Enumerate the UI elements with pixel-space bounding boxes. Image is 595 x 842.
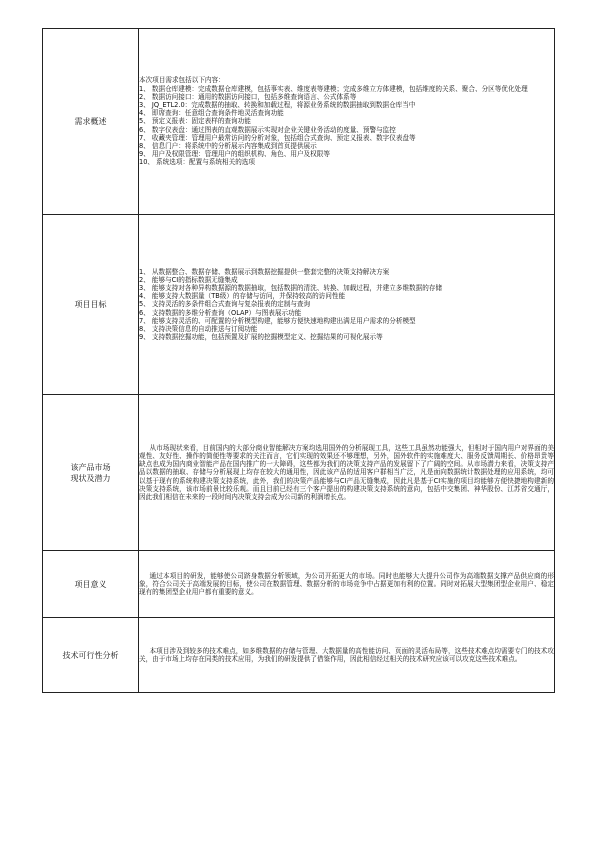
significance-paragraph: 通过本项目的研发，能够使公司跻身数据分析领域，为公司开拓更大的市场。同时也能够大大提升公司作为高端数据支撑产品供应商的形象，符合公司关于高端发展的目标，使公司在数据管理、数据分析的市场竞争中占据更加有利的位置。同时对拓展大型集团型企业用户、稳定现有的集团型企业用户都有重要的意义。 bbox=[139, 571, 554, 597]
label-market-line: 现状及潜力 bbox=[70, 473, 111, 483]
req-line: 3、 JQ_ETL2.0：完成数据的抽取、转换和加载过程，将源业务系统的数据抽取到数据仓库当中 bbox=[139, 100, 416, 109]
row-feasibility bbox=[43, 618, 555, 693]
req-line: 7、 收藏夹管理：管理用户最常访问的分析对象，包括组合式查询、预定义报表、数字仪表盘等 bbox=[139, 133, 416, 142]
feasibility-paragraph: 本项目涉及到较多的技术难点，如多维数据的存储与管理、大数据量的高性能访问、页面的灵活布局等，这些技术难点均需要专门的技术攻关，由于市场上均存在同类的技术应用，为我们的研发提供了借鉴作用，因此相信经过相关的技术研究应该可以攻克这些技术难点。 bbox=[139, 646, 554, 663]
content-feasibility bbox=[139, 618, 555, 693]
project-form-table bbox=[42, 28, 555, 693]
req-line: 5、 预定义报表：固定表样的查询功能 bbox=[139, 117, 251, 126]
req-line: 1、 数据仓库建模：完成数据仓库建模，包括事实表、维度表等建模；完成多维立方体建模，包括维度的关系、聚合、分区等优化处理 bbox=[139, 84, 528, 93]
label-goals: 项目目标 bbox=[43, 215, 139, 395]
market-paragraph: 从市场现状来看，目前国内的大部分商业智能解决方案均选用国外的分析展现工具，这些工具虽然功能强大，但相对于国内用户对界面的美观性、友好性、操作的简便性等要求的关注而言，它们实现的效果还不够理想，另外，国外软件的实施难度大、服务反馈周期长、价格昂贵等缺点也成为国内商业智能产品在国内推广的一大障碍，这些都为我们的决策支持产品的发展留下了广阔的空间。从市场潜力来看，决策支持产品以数据的抽取、存储与分析展现上均存在较大的通用性，因此该产品的适用客户群相当广泛，凡是面向数据统计数据处理的应用系统，均可以基于现有的系统构建决策支持系统，此外，我们的决策产品能够与CI产品无缝集成，因此凡是基于CI实施的项目均能够方便快捷地构建新的决策支持系统，该市场前景比较乐观。而且目前已经有三个客户提出的构建决策支持系统的意向，包括中交集团、神华股份、江苏省交通厅，因此我们相信在未来的一段时间内决策支持会成为公司新的利润增长点。 bbox=[139, 443, 554, 501]
label-feasibility: 技术可行性分析 bbox=[43, 618, 139, 693]
label-market bbox=[43, 395, 139, 551]
goal-line: 3、 能够支持对各种异构数据源的数据抽取，包括数据的清洗、转换、加载过程，并建立多维数据的存储 bbox=[139, 283, 443, 292]
label-significance: 项目意义 bbox=[43, 551, 139, 618]
goal-line: 9、 支持数据挖掘功能，包括预置及扩展的挖掘模型定义、挖掘结果的可视化展示等 bbox=[139, 333, 383, 342]
label-market-line: 该产品市场 bbox=[70, 462, 111, 472]
req-line: 4、 即席查询：任意组合查询条件地灵活查询功能 bbox=[139, 109, 284, 118]
goal-line: 4、 能够支持大数据量（TB级）的存储与访问，并保持较高的访问性能 bbox=[139, 292, 346, 301]
req-line: 本次项目需求包括以下内容： bbox=[139, 76, 225, 85]
label-requirements: 需求概述 bbox=[43, 29, 139, 215]
row-requirements bbox=[43, 29, 555, 215]
req-line: 2、 数据访问接口：通用的数据访问接口，包括多维查询语言、公式体系等 bbox=[139, 92, 357, 101]
req-line: 6、 数字仪表盘：通过图表的直观数据展示实现对企业关键业务活动的度量、预警与监控 bbox=[139, 125, 396, 134]
content-requirements bbox=[139, 29, 555, 215]
goal-line: 8、 支持决策信息的自动推送与订阅功能 bbox=[139, 325, 258, 333]
req-line: 9、 用户及权限管理：管理用户的组织机构、角色、用户及权限等 bbox=[139, 150, 330, 159]
req-line: 10、 系统选项：配置与系统相关的选项 bbox=[139, 158, 255, 167]
goal-line: 5、 支持灵活的多条件组合式查询与复杂报表的定制与查询 bbox=[139, 300, 311, 309]
goal-line: 7、 能够支持灵活的、可配置的分析模型构建，能够方便快速地构建出满足用户需求的分析模型 bbox=[139, 316, 416, 325]
content-market bbox=[139, 395, 555, 551]
row-significance bbox=[43, 551, 555, 618]
row-market bbox=[43, 395, 555, 551]
content-significance bbox=[139, 551, 555, 618]
goal-line: 6、 支持数据的多维分析查询（OLAP）与图表展示功能 bbox=[139, 308, 302, 317]
goal-line: 1、 从数据整合、数据存储、数据展示到数据挖掘提供一整套完整的决策支持解决方案 bbox=[139, 267, 390, 276]
req-line: 8、 信息门户：将系统中的分析展示内容集成到首页提供展示 bbox=[139, 142, 317, 150]
content-goals bbox=[139, 215, 555, 395]
row-goals bbox=[43, 215, 555, 395]
goal-line: 2、 能够与CI的指标数据无缝集成 bbox=[139, 275, 238, 284]
